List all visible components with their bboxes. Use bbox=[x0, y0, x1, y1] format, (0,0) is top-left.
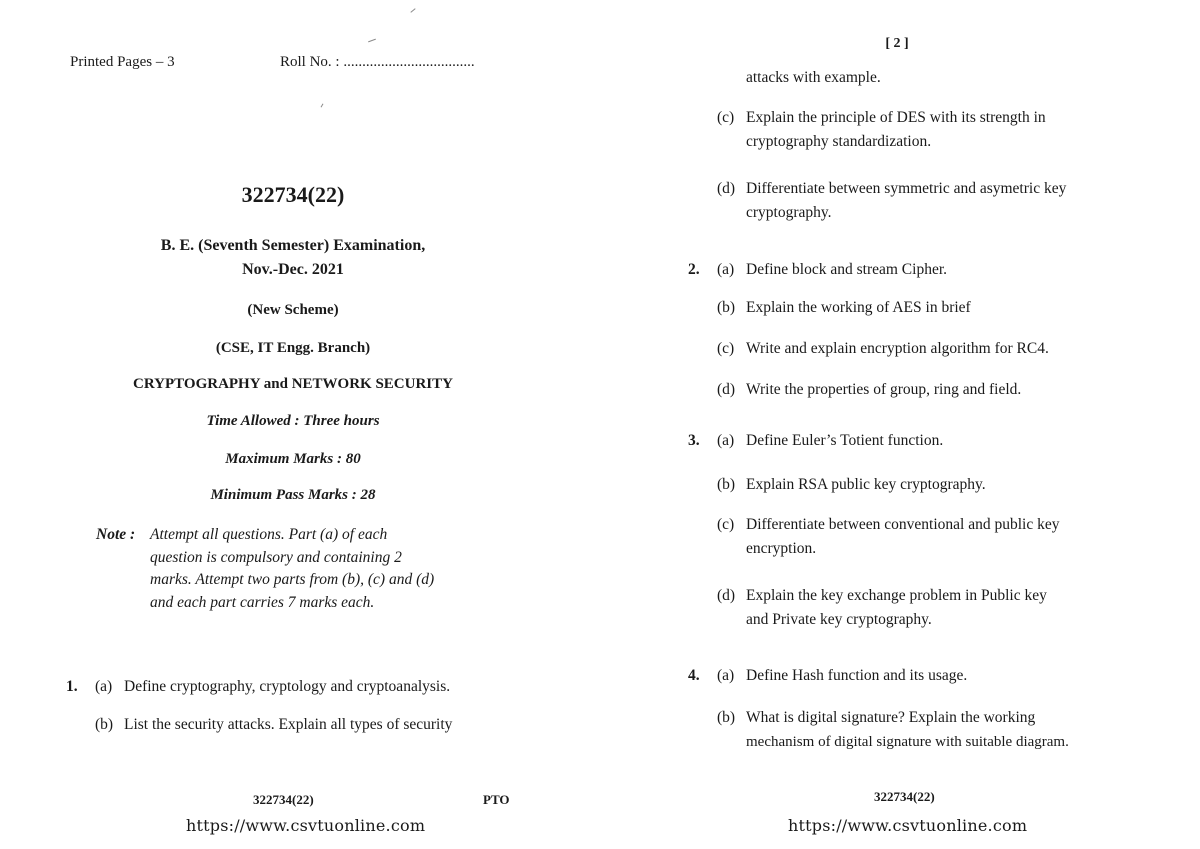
part-label: (d) bbox=[717, 587, 736, 604]
note-line: marks. Attempt two parts from (b), (c) and (d) bbox=[150, 571, 435, 588]
question-text bbox=[746, 584, 1116, 632]
part-label: (a) bbox=[95, 678, 113, 695]
question-text: Explain the working of AES in brief bbox=[746, 299, 971, 316]
footer-paper-code: 322734(22) bbox=[253, 792, 314, 807]
minimum-pass-marks: Minimum Pass Marks : 28 bbox=[210, 487, 376, 503]
text-line: encryption. bbox=[746, 540, 817, 557]
question-text bbox=[746, 706, 1126, 754]
text-line: mechanism of digital signature with suitable diagram. bbox=[746, 734, 1069, 750]
part-label: (c) bbox=[717, 516, 735, 533]
time-allowed: Time Allowed : Three hours bbox=[206, 413, 380, 429]
part-label: (b) bbox=[95, 716, 114, 733]
text-line: Explain the principle of DES with its strength in bbox=[746, 109, 1046, 126]
part-label: (a) bbox=[717, 261, 735, 278]
printed-pages: Printed Pages – 3 bbox=[70, 54, 175, 70]
question-text: Define Hash function and its usage. bbox=[746, 667, 968, 684]
question-text bbox=[746, 106, 1116, 154]
note-line: Attempt all questions. Part (a) of each bbox=[150, 526, 388, 543]
subject: CRYPTOGRAPHY and NETWORK SECURITY bbox=[133, 376, 453, 392]
scan-mark bbox=[321, 104, 324, 108]
question-text: Write and explain encryption algorithm for RC4. bbox=[746, 340, 1049, 357]
part-label: (c) bbox=[717, 340, 735, 357]
footer-pto: PTO bbox=[483, 792, 510, 807]
note-line: question is compulsory and containing 2 bbox=[150, 548, 402, 566]
text-line: cryptography. bbox=[746, 204, 832, 221]
part-label: (d) bbox=[717, 180, 736, 197]
question-text bbox=[746, 177, 1116, 225]
question-number: 2. bbox=[688, 261, 700, 278]
footer-url: https://www.csvtuonline.com bbox=[186, 816, 426, 835]
note-label: Note : bbox=[96, 526, 136, 543]
text-line: and Private key cryptography. bbox=[746, 611, 932, 628]
exam-title: B. E. (Seventh Semester) Examination, bbox=[160, 237, 426, 254]
footer-url: https://www.csvtuonline.com bbox=[788, 816, 1028, 835]
question-text bbox=[746, 513, 1116, 561]
text-line: cryptography standardization. bbox=[746, 133, 932, 150]
question-text: Write the properties of group, ring and field. bbox=[746, 381, 1022, 398]
question-text: Define block and stream Cipher. bbox=[746, 261, 948, 278]
question-text: Define cryptography, cryptology and cryptoanalysis. bbox=[124, 678, 451, 695]
part-label: (a) bbox=[717, 667, 735, 684]
page-number: [ 2 ] bbox=[885, 36, 909, 51]
scan-mark bbox=[410, 8, 415, 13]
part-label: (b) bbox=[717, 476, 736, 493]
question-text: Explain RSA public key cryptography. bbox=[746, 476, 986, 493]
footer-paper-code: 322734(22) bbox=[874, 789, 935, 804]
question-number: 4. bbox=[688, 667, 700, 684]
roll-no: Roll No. : ................................... bbox=[280, 54, 475, 70]
paper-code: 322734(22) bbox=[241, 182, 345, 207]
text-line: Explain the key exchange problem in Public key bbox=[746, 587, 1047, 604]
exam-session: Nov.-Dec. 2021 bbox=[242, 261, 344, 278]
branch: (CSE, IT Engg. Branch) bbox=[215, 340, 371, 356]
text-line: Differentiate between symmetric and asymetric key bbox=[746, 180, 1067, 197]
question-text: List the security attacks. Explain all types of security bbox=[124, 716, 453, 733]
question-text: Define Euler’s Totient function. bbox=[746, 432, 944, 449]
note-text bbox=[150, 524, 490, 614]
part-label: (c) bbox=[717, 109, 735, 126]
part-label: (b) bbox=[717, 299, 736, 316]
scan-mark bbox=[368, 39, 376, 43]
part-label: (b) bbox=[717, 709, 736, 726]
maximum-marks: Maximum Marks : 80 bbox=[225, 451, 361, 467]
question-text: attacks with example. bbox=[746, 69, 881, 86]
note-line: and each part carries 7 marks each. bbox=[150, 593, 375, 611]
text-line: What is digital signature? Explain the working bbox=[746, 709, 1036, 726]
text-line: Differentiate between conventional and public key bbox=[746, 516, 1060, 533]
scheme: (New Scheme) bbox=[247, 302, 339, 318]
question-number: 3. bbox=[688, 432, 700, 449]
part-label: (d) bbox=[717, 381, 736, 398]
exam-page-2 bbox=[600, 0, 1200, 849]
question-number: 1. bbox=[66, 678, 78, 695]
part-label: (a) bbox=[717, 432, 735, 449]
